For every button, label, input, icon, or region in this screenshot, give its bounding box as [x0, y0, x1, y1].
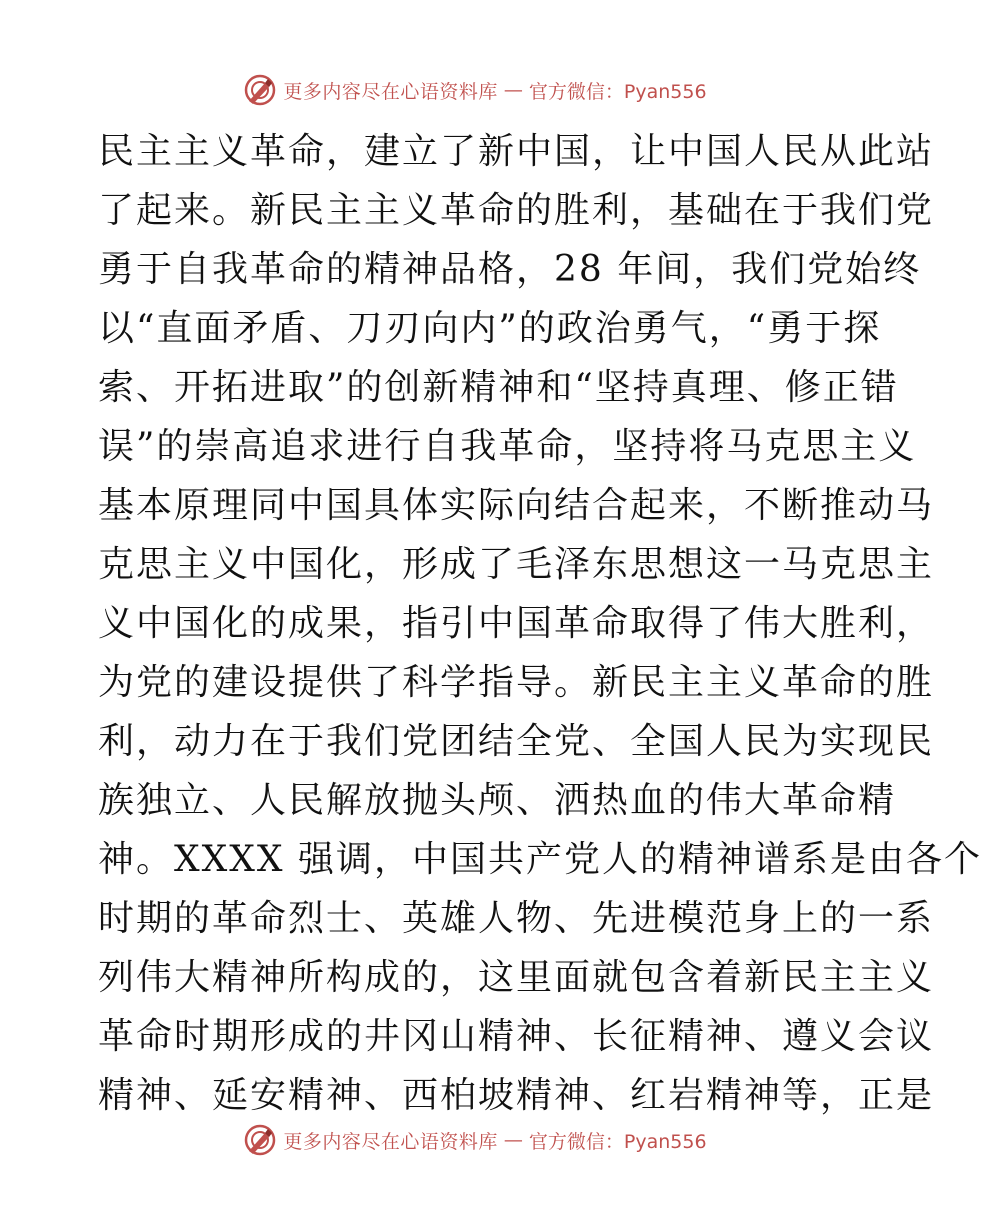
watermark-right-text: 官方微信：Pyan556 [528, 1130, 707, 1153]
text-line: 以“直面矛盾、刀刃向内”的政治勇气，“勇于探 [98, 308, 882, 349]
footer-watermark [0, 1120, 950, 1160]
watermark-separator: — [503, 1129, 523, 1151]
text-line: 了起来。新民主主义革命的胜利，基础在于我们党 [98, 190, 935, 231]
watermark-separator: — [503, 79, 523, 101]
watermark-left-text: 更多内容尽在心语资料库 [283, 80, 498, 103]
text-line: 精神、延安精神、西柏坡精神、红岩精神等，正是 [98, 1075, 935, 1116]
text-line: 义中国化的成果，指引中国革命取得了伟大胜利， [98, 603, 935, 644]
text-line: 族独立、人民解放抛头颅、洒热血的伟大革命精 [98, 780, 897, 821]
text-line: 为党的建设提供了科学指导。新民主主义革命的胜 [98, 662, 935, 703]
text-line: 克思主义中国化，形成了毛泽东思想这一马克思主 [98, 544, 935, 585]
text-line: 时期的革命烈士、英雄人物、先进模范身上的一系 [98, 898, 935, 939]
watermark-left-text: 更多内容尽在心语资料库 [283, 1130, 498, 1153]
text-line: 误”的崇高追求进行自我革命，坚持将马克思主义 [98, 426, 917, 467]
text-line: 革命时期形成的井冈山精神、长征精神、遵义会议 [98, 1016, 935, 1057]
text-line: 神。XXXX 强调，中国共产党人的精神谱系是由各个 [98, 839, 982, 880]
document-body [98, 122, 982, 1125]
text-line: 民主主义革命，建立了新中国，让中国人民从此站 [98, 131, 935, 172]
text-line: 利，动力在于我们党团结全党、全国人民为实现民 [98, 721, 935, 762]
header-watermark [0, 70, 950, 110]
text-line: 勇于自我革命的精神品格，28 年间，我们党始终 [98, 249, 922, 290]
pen-circle-logo-icon [243, 73, 277, 107]
watermark-right-text: 官方微信：Pyan556 [528, 80, 707, 103]
text-line: 列伟大精神所构成的，这里面就包含着新民主主义 [98, 957, 935, 998]
text-line: 基本原理同中国具体实际向结合起来，不断推动马 [98, 485, 935, 526]
text-line: 索、开拓进取”的创新精神和“坚持真理、修正错 [98, 367, 899, 408]
pen-circle-logo-icon [243, 1123, 277, 1157]
